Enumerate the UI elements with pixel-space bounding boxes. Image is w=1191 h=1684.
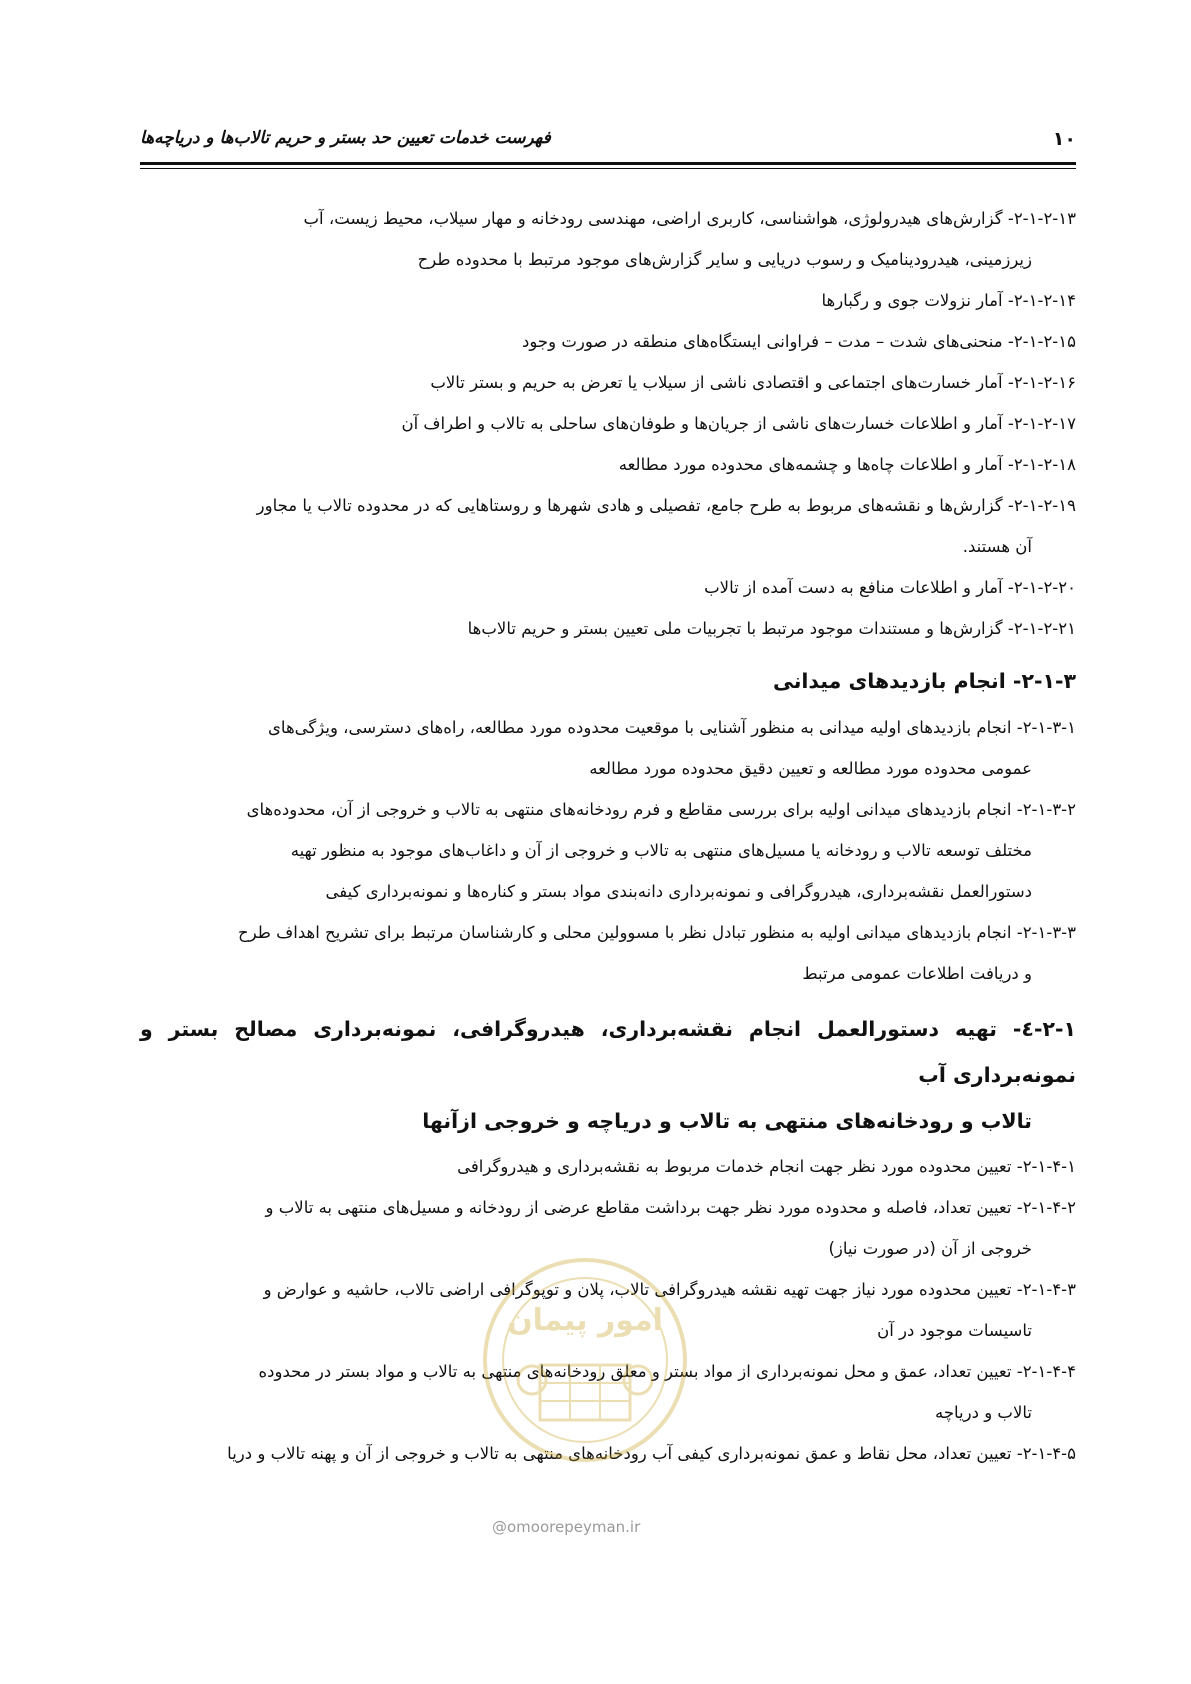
- item-line: ۲-۱-۲-۲۰- آمار و اطلاعات منافع به دست آمده از تالاب: [704, 578, 1076, 597]
- at-icon: @: [492, 1518, 507, 1536]
- item-line-continuation: تالاب و دریاچه: [934, 1403, 1032, 1422]
- item-line-continuation: تاسیسات موجود در آن: [877, 1321, 1032, 1340]
- watermark-url: [492, 1518, 640, 1536]
- list-item: [140, 280, 1076, 321]
- section-heading-line: ۲-۱-٤- تهیه دستورالعمل انجام نقشه‌برداری، هیدروگرافی، نمونه‌برداری مصالح بستر و نمونه‌برداری آب: [140, 1017, 1076, 1087]
- item-line: ۲-۱-۲-۱۳- گزارش‌های هیدرولوژی، هواشناسی، کاربری اراضی، مهندسی رودخانه و مهار سیلاب، محیط زیست، آب: [303, 209, 1076, 228]
- watermark-url-text: omoorepeyman.ir: [507, 1518, 641, 1536]
- section-heading: [140, 1006, 1076, 1144]
- header-title: فهرست خدمات تعیین حد بستر و حریم تالاب‌ها و دریاچه‌ها: [140, 128, 551, 148]
- item-line-continuation: دستورالعمل نقشه‌برداری، هیدروگرافی و نمونه‌برداری دانه‌بندی مواد بستر و کناره‌ها و نمونه‌برداری کیفی: [325, 882, 1032, 901]
- item-line: ۲-۱-۲-۲۱- گزارش‌ها و مستندات موجود مرتبط با تجربیات ملی تعیین بستر و حریم تالاب‌ها: [467, 619, 1076, 638]
- list-item: [140, 1146, 1076, 1187]
- item-line: ۲-۱-۴-۱- تعیین محدوده مورد نظر جهت انجام خدمات مربوط به نقشه‌برداری و هیدروگرافی: [457, 1157, 1076, 1176]
- list-item: [140, 707, 1076, 789]
- item-line: ۲-۱-۲-۱۹- گزارش‌ها و نقشه‌های مربوط به طرح جامع، تفصیلی و هادی شهرها و روستاهایی که در محدوده تالاب یا مجاور: [256, 496, 1076, 515]
- watermark-logo-icon: [470, 1245, 700, 1475]
- item-line: ۲-۱-۳-۱- انجام بازدیدهای اولیه میدانی به منظور آشنایی با موقعیت محدوده مورد مطالعه، راه‌های دسترسی، ویژگی‌های: [268, 718, 1076, 737]
- item-line-continuation: و دریافت اطلاعات عمومی مرتبط: [802, 964, 1032, 983]
- list-item: [140, 567, 1076, 608]
- item-line: ۲-۱-۴-۳- تعیین محدوده مورد نیاز جهت تهیه نقشه هیدروگرافی تالاب، پلان و توپوگرافی اراضی تالاب، حاشیه و عوارض و: [263, 1280, 1076, 1299]
- section-heading: ۲-۱-۳- انجام بازدیدهای میدانی: [772, 669, 1076, 693]
- item-line: ۲-۱-۲-۱۷- آمار و اطلاعات خسارت‌های ناشی از جریان‌ها و طوفان‌های ساحلی به تالاب و اطراف آن: [401, 414, 1076, 433]
- page-number: ۱۰: [1052, 128, 1076, 150]
- item-line: ۲-۱-۴-۵- تعیین تعداد، محل نقاط و عمق نمونه‌برداری کیفی آب رودخانه‌های منتهی به تالاب و خروجی از آن و پهنه تالاب و دریا: [227, 1444, 1076, 1463]
- svg-text:امور پیمان: امور پیمان: [507, 1303, 663, 1338]
- list-item: [140, 912, 1076, 994]
- item-line: ۲-۱-۲-۱۴- آمار نزولات جوی و رگبارها: [821, 291, 1076, 310]
- section-heading-continuation: تالاب و رودخانه‌های منتهی به تالاب و دریاچه و خروجی ازآنها: [422, 1109, 1032, 1133]
- item-line: ۲-۱-۲-۱۵- منحنی‌های شدت – مدت – فراوانی ایستگاه‌های منطقه در صورت وجود: [522, 332, 1076, 351]
- item-line-continuation: مختلف توسعه تالاب و رودخانه یا مسیل‌های منتهی به تالاب و خروجی از آن و داغاب‌های موجود به منظور تهیه: [290, 841, 1032, 860]
- list-item: [140, 444, 1076, 485]
- list-item: [140, 362, 1076, 403]
- header-rule-thin: [140, 168, 1076, 169]
- list-item: [140, 608, 1076, 649]
- item-line-continuation: خروجی از آن (در صورت نیاز): [828, 1239, 1032, 1258]
- item-line: ۲-۱-۲-۱۶- آمار خسارت‌های اجتماعی و اقتصادی ناشی از سیلاب یا تعرض به حریم و بستر تالاب: [430, 373, 1076, 392]
- page-header: [140, 128, 1076, 158]
- header-rule-thick: [140, 162, 1076, 165]
- list-item: [140, 403, 1076, 444]
- item-line-continuation: آن هستند.: [962, 537, 1032, 556]
- item-line-continuation: زیرزمینی، هیدرودینامیک و رسوب دریایی و سایر گزارش‌های موجود مرتبط با محدوده طرح: [417, 250, 1032, 269]
- list-item: [140, 485, 1076, 567]
- item-line: ۲-۱-۴-۲- تعیین تعداد، فاصله و محدوده مورد نظر جهت برداشت مقاطع عرضی از رودخانه و مسیل‌های منتهی به تالاب و: [265, 1198, 1076, 1217]
- list-item: [140, 198, 1076, 280]
- item-line: ۲-۱-۳-۳- انجام بازدیدهای میدانی اولیه به منظور تبادل نظر با مسوولین محلی و کارشناسان مرتبط برای تشریح اهداف طرح: [238, 923, 1076, 942]
- item-line: ۲-۱-۴-۴- تعیین تعداد، عمق و محل نمونه‌برداری از مواد بستر و معلق رودخانه‌های منتهی به تالاب و مواد بستر در محدوده: [258, 1362, 1076, 1381]
- item-line: ۲-۱-۳-۲- انجام بازدیدهای میدانی اولیه برای بررسی مقاطع و فرم رودخانه‌های منتهی به تالاب و خروجی از آن، محدوده‌های: [246, 800, 1076, 819]
- list-item: [140, 789, 1076, 912]
- list-item: [140, 321, 1076, 362]
- item-line: ۲-۱-۲-۱۸- آمار و اطلاعات چاه‌ها و چشمه‌های محدوده مورد مطالعه: [618, 455, 1076, 474]
- item-line-continuation: عمومی محدوده مورد مطالعه و تعیین دقیق محدوده مورد مطالعه: [589, 759, 1032, 778]
